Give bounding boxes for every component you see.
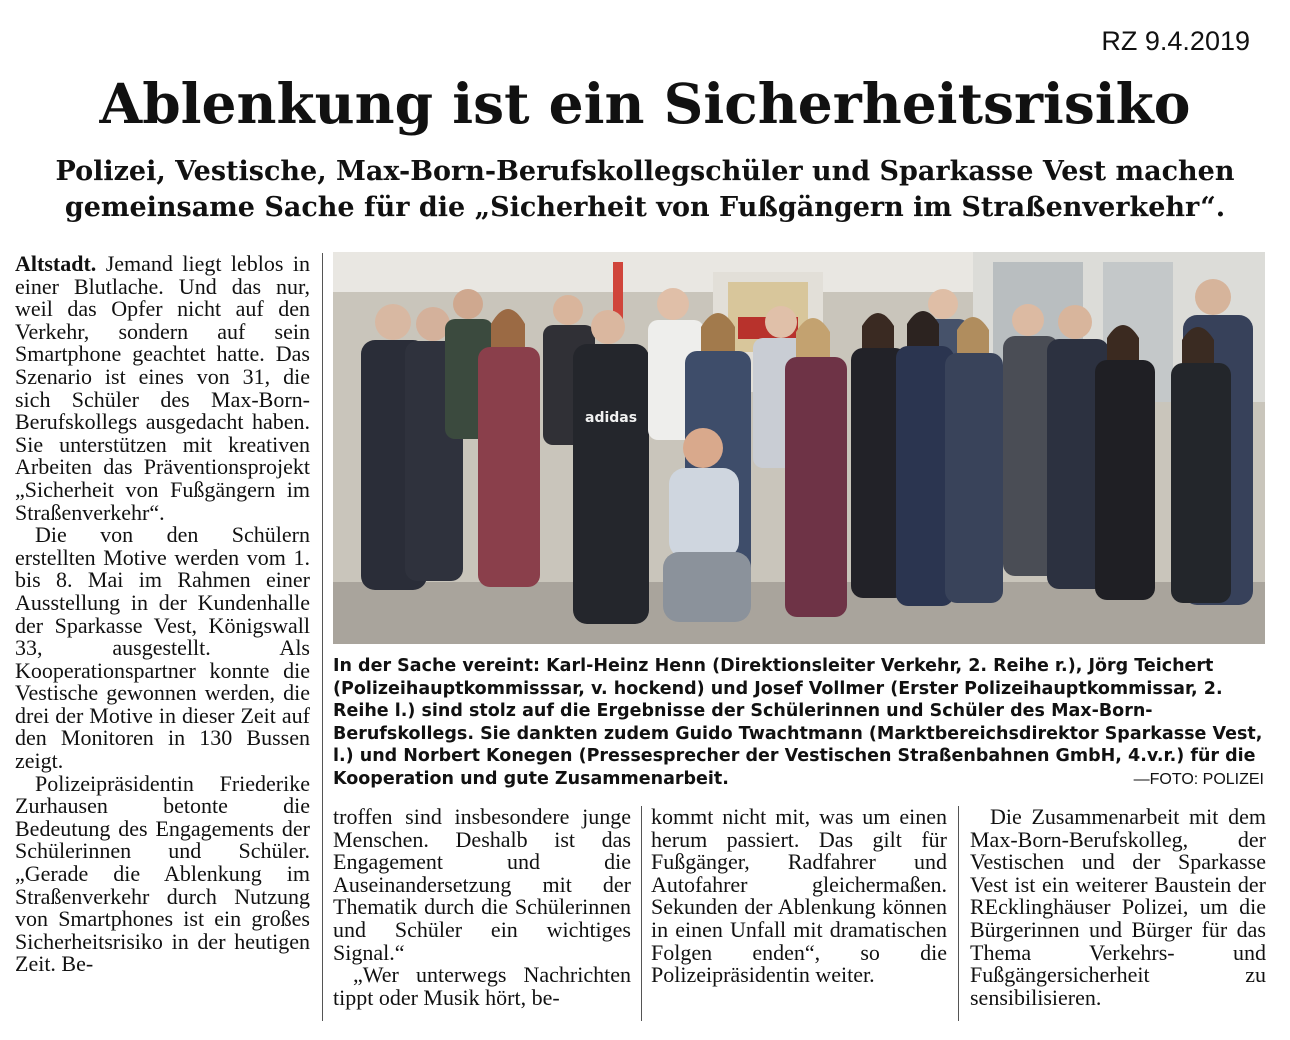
headline: Ablenkung ist ein Sicherheitsrisiko [99, 71, 1191, 136]
paragraph-7: Die Zusammenarbeit mit dem Max-Born-Berufskolleg, der Vestischen und der Sparkasse Vest ist ein weiterer Baustein der REcklinghäuser Polizei, um die Bürgerinnen und Bürger für das Thema Verkehrs- und Fußgängersicherheit zu sensibilisieren. [970, 804, 1266, 1010]
paragraph-6: kommt nicht mit, was um einen herum passiert. Das gilt für Fußgänger, Radfahrer und Autofahrer gleichermaßen. Sekunden der Ablenkung können in einen Unfall mit dramatischen Folgen enden“, so die Polizeipräsidentin weiter. [651, 804, 947, 988]
column-divider [958, 806, 959, 1021]
column-divider [322, 253, 323, 1021]
article-column-3 [651, 806, 947, 987]
dateline: Altstadt. [15, 251, 97, 276]
subheadline [20, 154, 1270, 226]
sweater-logo-text: adidas [585, 410, 638, 426]
photo-credit: —FOTO: POLIZEI [1133, 771, 1264, 788]
subhead-line-2: gemeinsame Sache für die „Sicherheit von Fußgängern im Straßenverkehr“. [64, 192, 1226, 223]
article-column-1 [15, 253, 310, 976]
column-divider [641, 806, 642, 1021]
article-column-4 [970, 806, 1266, 1009]
paragraph-3: Polizeipräsidentin Friederike Zurhausen betonte die Bedeutung des Engagements der Schülerinnen und Schüler. „Gerade die Ablenkung im Straßenverkehr durch Nutzung von Smartphones ist ein großes Sicherheitsrisiko in der heutigen Zeit. Be- [15, 770, 310, 977]
paragraph-1-text: Jemand liegt leblos in einer Blutlache. Und das nur, weil das Opfer nicht auf den Verkehr, sondern auf sein Smartphone geachtet hatte. Das Szenario ist eines von 31, die sich Schüler des Max-Born-Berufskollegs ausgedacht haben. Sie unterstützen mit kreativen Arbeiten das Präventionsprojekt „Sicherheit von Fußgängern im Straßenverkehr“. [15, 251, 310, 525]
subhead-line-1: Polizei, Vestische, Max-Born-Berufskollegschüler und Sparkasse Vest machen [55, 156, 1235, 187]
paragraph-1 [15, 253, 310, 524]
paragraph-4: troffen sind insbesondere junge Menschen. Deshalb ist das Engagement und die Auseinandersetzung mit der Thematik durch die Schülerinnen und Schüler ein wichtiges Signal.“ [333, 804, 631, 965]
photo-caption: In der Sache vereint: Karl-Heinz Henn (Direktionsleiter Verkehr, 2. Reihe r.), Jörg Teichert (Polizeihauptkommisssar, v. hockend) und Josef Vollmer (Erster Polizeihauptkommissar, 2. Reihe l.) sind stolz auf die Ergebnisse der Schülerinnen und Schüler des Max-Born-Berufskollegs. Sie dankten zudem Guido Twachtmann (Marktbereichsdirektor Sparkasse Vest, l.) und Norbert Konegen (Pressesprecher der Vestischen Straßenbahnen GmbH, 4.v.r.) für die Kooperation und gute Zusammenarbeit. [333, 656, 1263, 789]
publication-date: RZ 9.4.2019 [1101, 26, 1250, 56]
article-column-2 [333, 806, 631, 1009]
paragraph-5: „Wer unterwegs Nachrichten tippt oder Musik hört, be- [333, 962, 631, 1010]
paragraph-2: Die von den Schülern erstellten Motive werden vom 1. bis 8. Mai im Rahmen einer Ausstellung in der Kundenhalle der Sparkasse Vest, Königswall 33, ausgestellt. Als Kooperationspartner konnte die Vestische gewonnen werden, die drei der Motive in dieser Zeit auf den Monitoren in 130 Bussen zeigt. [15, 522, 310, 774]
group-photo [333, 252, 1265, 644]
